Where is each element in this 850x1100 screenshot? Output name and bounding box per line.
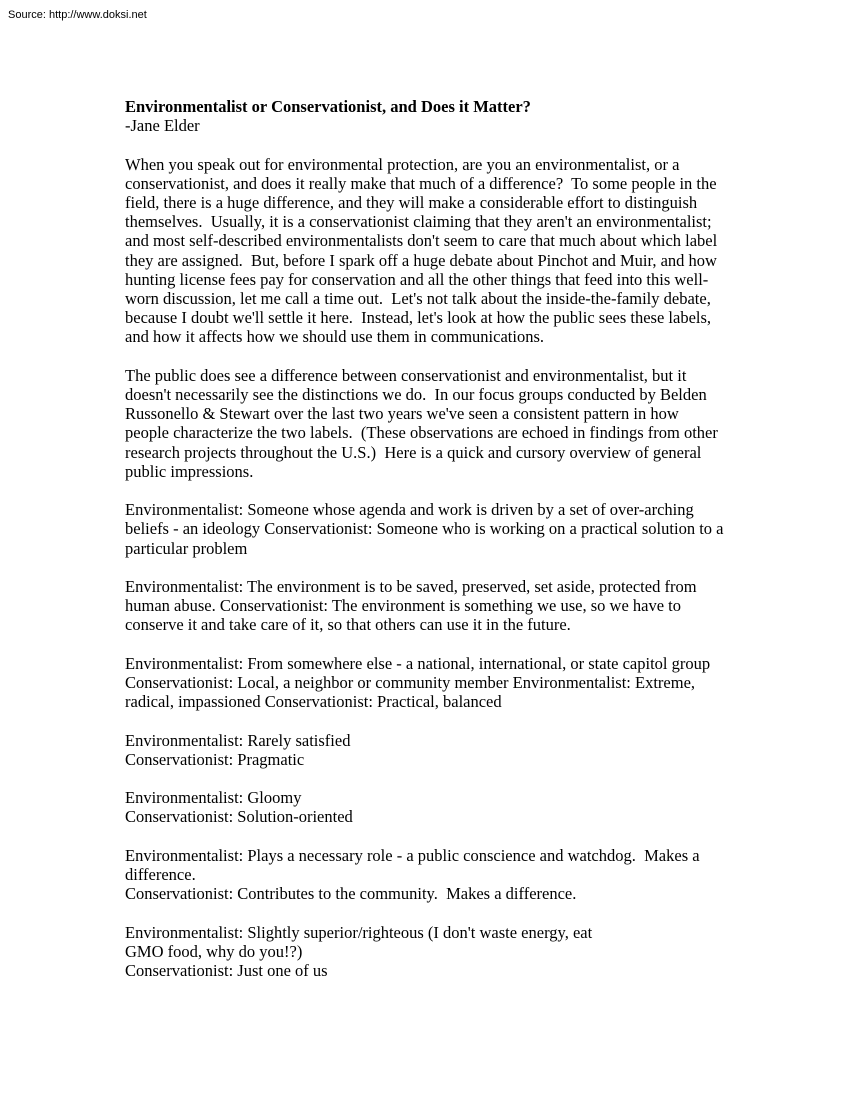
paragraph-line: Conservationist: Solution-oriented [125, 807, 353, 827]
paragraph-somewhere-else [125, 654, 726, 712]
paragraph-intro [125, 155, 726, 347]
paragraph-text: The public does see a difference between conservationist and environmentalist, but it doesn't necessarily see the distinctions we do. In our focus groups conducted by Belden Russonello & Stewart over the last two years we've seen a consistent pattern in how people characterize the two labels. (These observations are echoed in findings from other research projects throughout the U.S.) Here is a quick and cursory overview of general public impressions. [125, 365, 722, 481]
paragraph-line: Environmentalist: Plays a necessary role - a public conscience and watchdog. Makes a difference. [125, 845, 704, 884]
paragraph-line: Environmentalist: Gloomy [125, 788, 302, 808]
paragraph-ideology [125, 500, 726, 558]
paragraph-line: Conservationist: Just one of us [125, 961, 328, 980]
paragraph-public-difference [125, 366, 726, 481]
paragraph-line: Conservationist: Pragmatic [125, 749, 305, 769]
paragraph-superior [125, 923, 726, 981]
paragraph-rarely-satisfied [125, 731, 726, 769]
source-url-line: Source: http://www.doksi.net [8, 9, 147, 21]
paragraph-saved-vs-use [125, 577, 726, 635]
paragraph-line: Environmentalist: Slightly superior/righteous (I don't waste energy, eat [125, 922, 593, 942]
paragraph-gloomy [125, 788, 726, 826]
paragraph-line: Conservationist: Contributes to the community. Makes a difference. [125, 884, 577, 904]
document-page [125, 97, 726, 980]
paragraph-text: When you speak out for environmental protection, are you an environmentalist, or a conservationist, and does it really make that much of a difference? To some people in the field, there is a huge difference, and they will make a considerable effort to distinguish themselves. Usually, it is a conservationist claiming that they aren't an environmentalist; and most self-described environmentalists don't seem to care that much about which label they are assigned. But, before I spark off a huge debate about Pinchot and Muir, and how hunting license fees pay for conservation and all the other things that feed into this well-worn discussion, let me call a time out. Let's not talk about the inside-the-family debate, because I doubt we'll settle it here. Instead, let's look at how the public sees these labels, and how it affects how we should use them in communications. [125, 154, 722, 347]
paragraph-watchdog [125, 846, 726, 904]
paragraph-text: Environmentalist: Someone whose agenda and work is driven by a set of over-arching beliefs - an ideology Conservationist: Someone who is working on a practical solution to a particular problem [125, 500, 728, 558]
document-byline: -Jane Elder [125, 116, 200, 136]
paragraph-line: GMO food, why do you!?) [125, 941, 303, 961]
paragraph-text: Environmentalist: From somewhere else - a national, international, or state capitol group Conservationist: Local, a neighbor or community member Environmentalist: Extreme, radical, impassioned Conservationist: Practical, balanced [125, 653, 715, 712]
paragraph-text: Environmentalist: The environment is to be saved, preserved, set aside, protected from human abuse. Conservationist: The environment is something we use, so we have to conserve it and take care of it, so that others can use it in the future. [125, 577, 701, 635]
document-title: Environmentalist or Conservationist, and Does it Matter? [125, 97, 531, 116]
paragraph-line: Environmentalist: Rarely satisfied [125, 730, 351, 750]
